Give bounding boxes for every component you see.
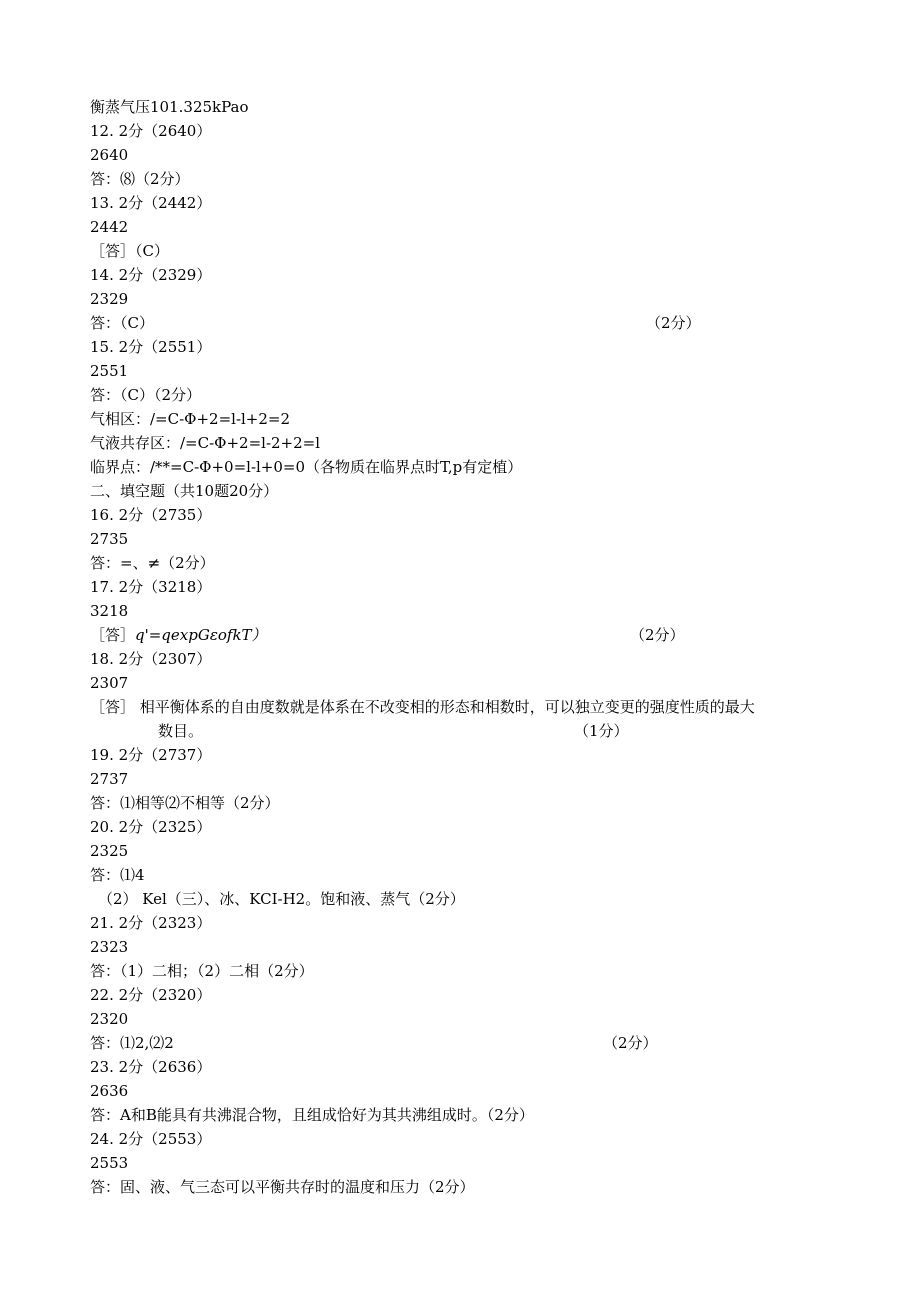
question-id: 2323 bbox=[90, 938, 129, 956]
question-id: 2636 bbox=[90, 1082, 129, 1100]
answer-line: 答：⑻（2分） bbox=[90, 170, 190, 188]
answer-formula: q'=qexpGεofkT） bbox=[135, 626, 267, 644]
question-id: 2553 bbox=[90, 1154, 129, 1172]
answer-line: 答：（1）二相；（2）二相（2分） bbox=[90, 962, 314, 980]
score-label: （2分） bbox=[646, 314, 701, 332]
score-label: （1分） bbox=[574, 722, 629, 740]
question-header: 22. 2分（2320） bbox=[90, 986, 212, 1004]
answer-line: 答：⑴4 bbox=[90, 866, 145, 884]
question-header: 20. 2分（2325） bbox=[90, 818, 212, 836]
question-header: 18. 2分（2307） bbox=[90, 650, 212, 668]
question-id: 3218 bbox=[90, 602, 129, 620]
answer-line bbox=[90, 623, 267, 647]
question-header: 13. 2分（2442） bbox=[90, 194, 212, 212]
question-id: 2329 bbox=[90, 290, 129, 308]
answer-continuation: 数目。 bbox=[158, 722, 204, 740]
answer-line: 答：（C） bbox=[90, 314, 154, 332]
score-label: （2分） bbox=[630, 626, 685, 644]
answer-line: 答：=、≠（2分） bbox=[90, 554, 215, 572]
question-id: 2325 bbox=[90, 842, 129, 860]
answer-line: ［答］（C） bbox=[90, 242, 169, 260]
answer-line: 答：⑴2,⑵2 bbox=[90, 1034, 174, 1052]
question-header: 17. 2分（3218） bbox=[90, 578, 212, 596]
answer-line: 答：固、液、气三态可以平衡共存时的温度和压力（2分） bbox=[90, 1178, 475, 1196]
question-id: 2307 bbox=[90, 674, 129, 692]
formula-line: 临界点：/**=C-Φ+0=l-l+0=0（各物质在临界点时T,p有定植） bbox=[90, 458, 523, 476]
text-line: 衡蒸气压101.325kPao bbox=[90, 98, 249, 116]
answer-line: 答：⑴相等⑵不相等（2分） bbox=[90, 794, 280, 812]
answer-line: 答：（C）（2分） bbox=[90, 386, 202, 404]
question-header: 12. 2分（2640） bbox=[90, 122, 212, 140]
answer-line: 答：A和B能具有共沸混合物，且组成恰好为其共沸组成时。（2分） bbox=[90, 1106, 534, 1124]
question-id: 2320 bbox=[90, 1010, 129, 1028]
question-header: 24. 2分（2553） bbox=[90, 1130, 212, 1148]
question-id: 2640 bbox=[90, 146, 129, 164]
question-header: 23. 2分（2636） bbox=[90, 1058, 212, 1076]
question-id: 2551 bbox=[90, 362, 129, 380]
question-header: 21. 2分（2323） bbox=[90, 914, 212, 932]
section-heading: 二、填空题（共10题20分） bbox=[90, 482, 279, 500]
question-header: 16. 2分（2735） bbox=[90, 506, 212, 524]
answer-line: ［答］ 相平衡体系的自由度数就是体系在不改变相的形态和相数时，可以独立变更的强度性质的最大 bbox=[90, 698, 755, 716]
answer-continuation: （2） Kel（三）、冰、KCI-H2。饱和液、蒸气（2分） bbox=[98, 890, 465, 908]
question-header: 15. 2分（2551） bbox=[90, 338, 212, 356]
question-id: 2737 bbox=[90, 770, 129, 788]
question-header: 19. 2分（2737） bbox=[90, 746, 212, 764]
answer-prefix: ［答］ bbox=[90, 626, 136, 644]
formula-line: 气液共存区：/=C-Φ+2=l-2+2=l bbox=[90, 434, 321, 452]
score-label: （2分） bbox=[603, 1034, 658, 1052]
formula-line: 气相区：/=C-Φ+2=l-l+2=2 bbox=[90, 410, 291, 428]
question-id: 2442 bbox=[90, 218, 129, 236]
question-header: 14. 2分（2329） bbox=[90, 266, 212, 284]
question-id: 2735 bbox=[90, 530, 129, 548]
